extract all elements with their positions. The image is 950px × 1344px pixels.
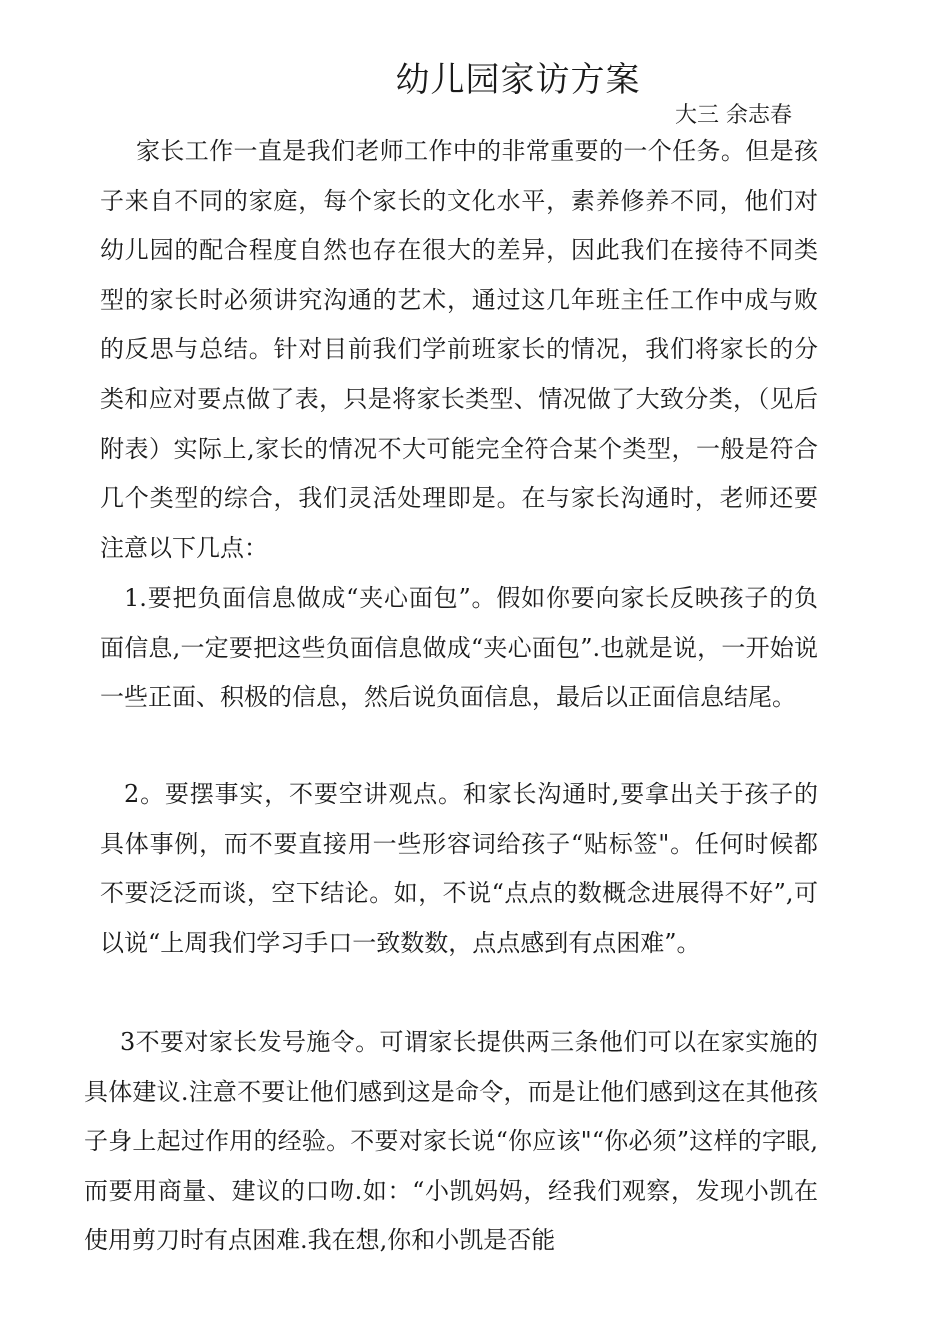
document-title: 幼儿园家访方案 [395, 60, 641, 100]
point-2-paragraph: 2。要摆事实，不要空讲观点。和家长沟通时,要拿出关于孩子的具体事例，而不要直接用一些形容词给孩子“贴标签"。任何时候都不要泛泛而谈，空下结论。如，不说“点点的数概念进展得不好”,可以说“上周我们学习手口一致数数，点点感到有点困难”。 [100, 780, 818, 957]
point-1-paragraph: 1.要把负面信息做成“夹心面包”。假如你要向家长反映孩子的负面信息,一定要把这些负面信息做成“夹心面包”.也就是说，一开始说一些正面、积极的信息，然后说负面信息，最后以正面信息结尾。 [100, 584, 818, 712]
intro-paragraph: 家长工作一直是我们老师工作中的非常重要的一个任务。但是孩子来自不同的家庭，每个家长的文化水平，素养修养不同，他们对幼儿园的配合程度自然也存在很大的差异，因此我们在接待不同类型的家长时必须讲究沟通的艺术，通过这几年班主任工作中成与败的反思与总结。针对目前我们学前班家长的情况，我们将家长的分类和应对要点做了表，只是将家长类型、情况做了大致分类，（见后附表）实际上,家长的情况不大可能完全符合某个类型，一般是符合几个类型的综合，我们灵活处理即是。在与家长沟通时，老师还要注意以下几点： [100, 137, 818, 562]
point-3-paragraph: 3不要对家长发号施令。可谓家长提供两三条他们可以在家实施的具体建议.注意不要让他们感到这是命令，而是让他们感到这在其他孩子身上起过作用的经验。不要对家长说“你应该"“你必须”这样的字眼,而要用商量、建议的口吻.如：“小凯妈妈，经我们观察，发现小凯在使用剪刀时有点困难.我在想,你和小凯是否能 [84, 1028, 818, 1255]
author-line: 大三 余志春 [675, 103, 792, 128]
